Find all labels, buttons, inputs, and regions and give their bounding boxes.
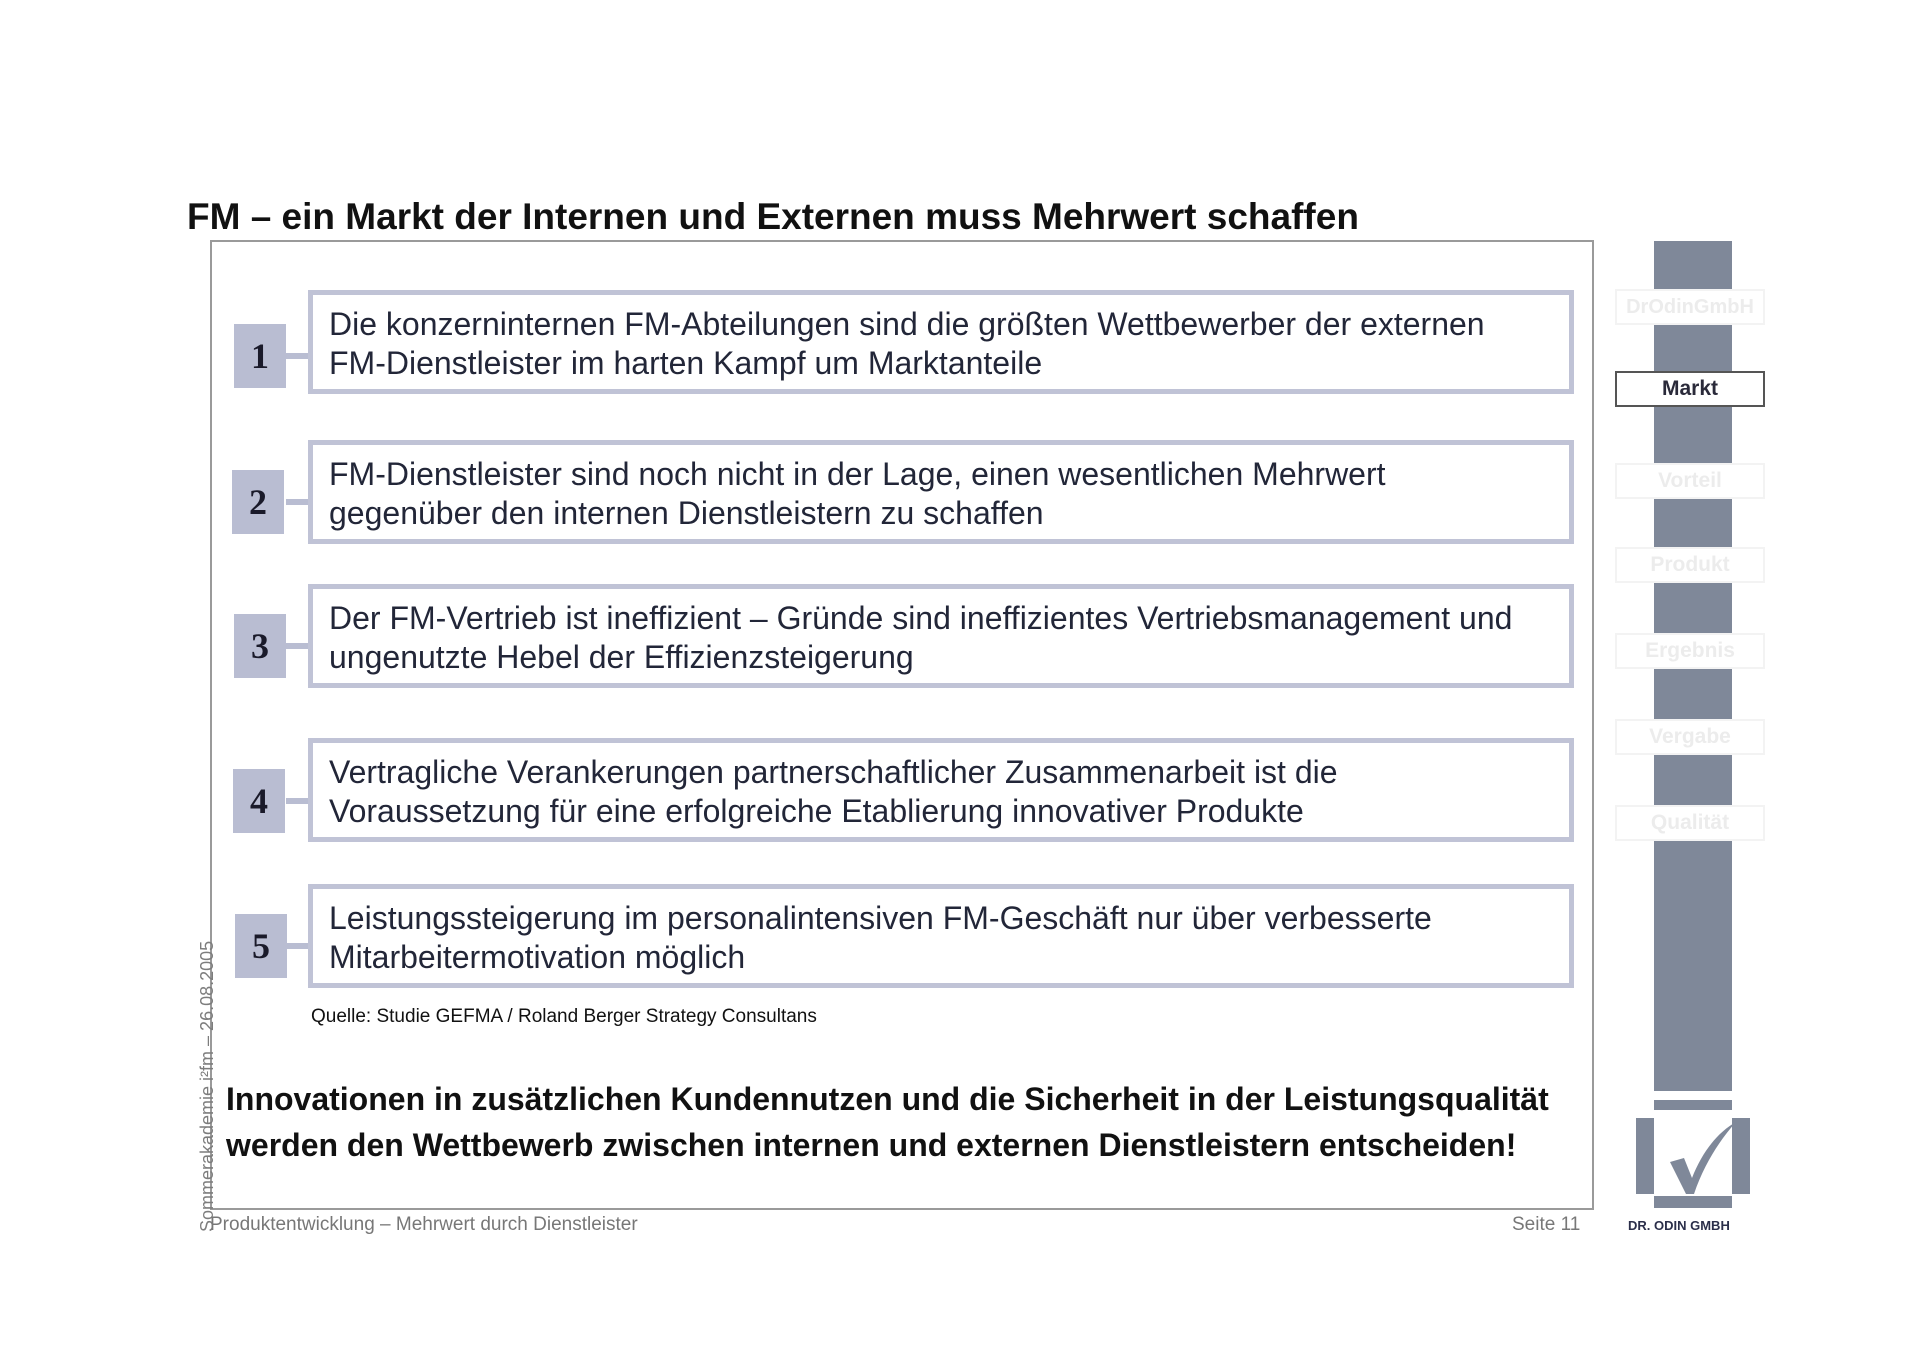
page-title: FM – ein Markt der Internen und Externen muss Mehrwert schaffen bbox=[187, 196, 1359, 237]
nav-item-markt[interactable]: Markt bbox=[1615, 371, 1765, 407]
nav-item-qualitaet[interactable]: Qualität bbox=[1615, 805, 1765, 841]
item-text-line: FM-Dienstleister im harten Kampf um Marktanteile bbox=[329, 345, 1043, 381]
item-text-line: Vertragliche Verankerungen partnerschaftlicher Zusammenarbeit ist die bbox=[329, 754, 1338, 790]
item-number: 4 bbox=[233, 769, 285, 833]
item-text-line: Voraussetzung für eine erfolgreiche Etablierung innovativer Produkte bbox=[329, 793, 1304, 829]
item-text-line: Der FM-Vertrieb ist ineffizient – Gründe sind ineffizientes Vertriebsmanagement und bbox=[329, 600, 1513, 636]
item-text-box bbox=[308, 738, 1574, 842]
item-text-box bbox=[308, 440, 1574, 544]
footer-title: Produktentwicklung – Mehrwert durch Dienstleister bbox=[210, 1214, 638, 1235]
item-text-line: gegenüber den internen Dienstleistern zu schaffen bbox=[329, 495, 1044, 531]
item-text-line: ungenutzte Hebel der Effizienzsteigerung bbox=[329, 639, 914, 675]
connector-line bbox=[286, 798, 308, 804]
item-number: 5 bbox=[235, 914, 287, 978]
connector-line bbox=[286, 943, 308, 949]
checkmark-logo-icon bbox=[1636, 1100, 1751, 1212]
item-number: 1 bbox=[234, 324, 286, 388]
nav-item-vergabe[interactable]: Vergabe bbox=[1615, 719, 1765, 755]
vertical-event-label: Sommerakademie i²fm – 26.08.2005 bbox=[197, 940, 217, 1232]
nav-item-produkt[interactable]: Produkt bbox=[1615, 547, 1765, 583]
nav-item-vorteil[interactable]: Vorteil bbox=[1615, 463, 1765, 499]
item-text-line: FM-Dienstleister sind noch nicht in der Lage, einen wesentlichen Mehrwert bbox=[329, 456, 1386, 492]
connector-line bbox=[286, 499, 308, 505]
conclusion-text bbox=[226, 1076, 1549, 1168]
nav-item-ergebnis[interactable]: Ergebnis bbox=[1615, 633, 1765, 669]
source-note: Quelle: Studie GEFMA / Roland Berger Strategy Consultans bbox=[311, 1006, 817, 1027]
conclusion-line: werden den Wettbewerb zwischen internen und externen Dienstleistern entscheiden! bbox=[226, 1127, 1517, 1163]
connector-line bbox=[286, 643, 308, 649]
company-logo-text: DR. ODIN GMBH bbox=[1628, 1218, 1730, 1233]
item-text-box bbox=[308, 884, 1574, 988]
item-text-box bbox=[308, 584, 1574, 688]
page-number: Seite 11 bbox=[1512, 1214, 1581, 1235]
connector-line bbox=[286, 353, 308, 359]
item-number: 3 bbox=[234, 614, 286, 678]
item-text-line: Mitarbeitermotivation möglich bbox=[329, 939, 746, 975]
item-text-box bbox=[308, 290, 1574, 394]
conclusion-line: Innovationen in zusätzlichen Kundennutzen und die Sicherheit in der Leistungsqualität bbox=[226, 1081, 1549, 1117]
item-number: 2 bbox=[232, 470, 284, 534]
item-text-line: Die konzerninternen FM-Abteilungen sind die größten Wettbewerber der externen bbox=[329, 306, 1485, 342]
item-text-line: Leistungssteigerung im personalintensiven FM-Geschäft nur über verbesserte bbox=[329, 900, 1432, 936]
nav-item-drodingmbh[interactable]: DrOdinGmbH bbox=[1615, 289, 1765, 325]
